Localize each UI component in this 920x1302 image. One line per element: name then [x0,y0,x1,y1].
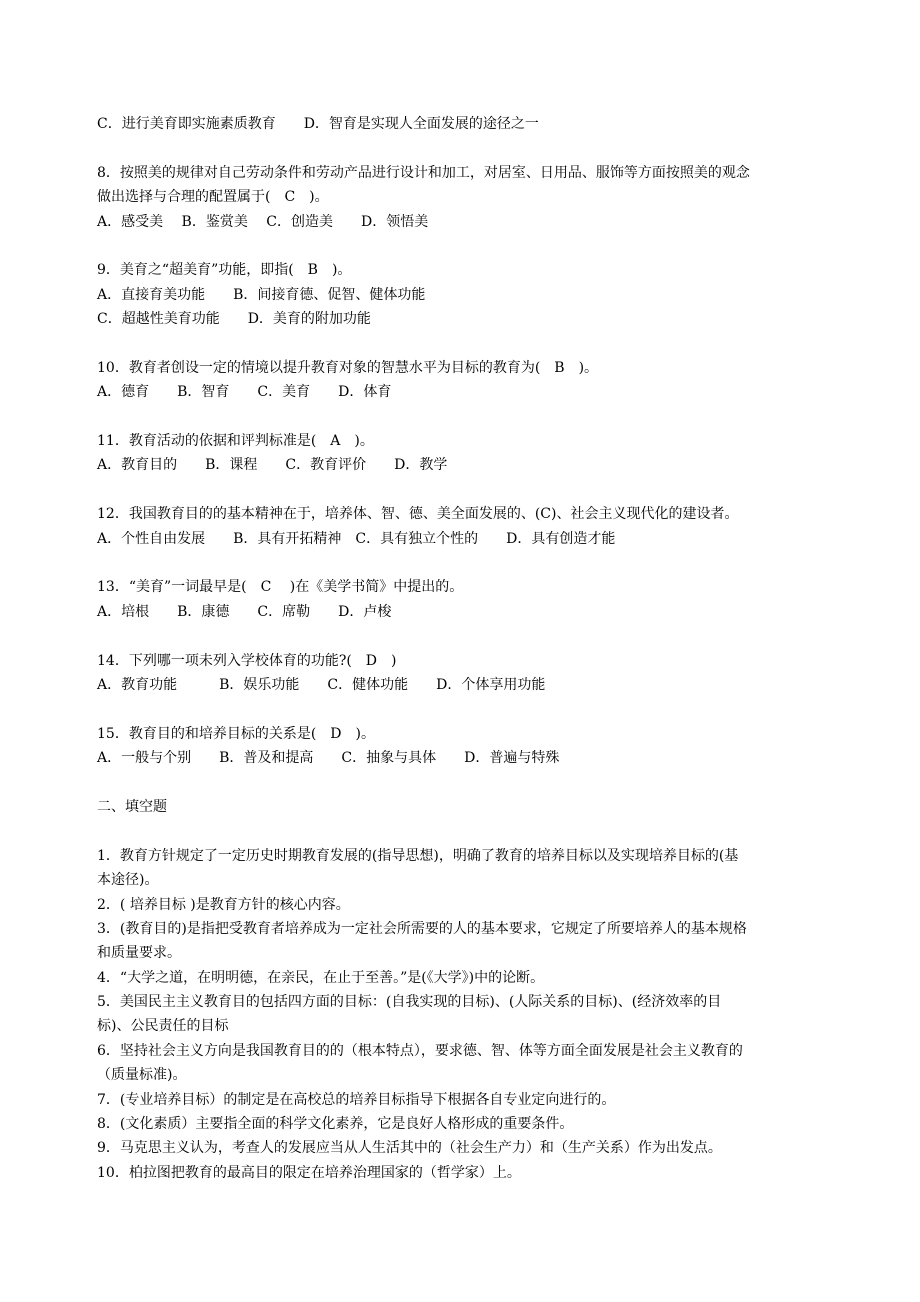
blank-line [97,478,853,502]
blank-line [97,405,853,429]
fill-item-2: 2．( 培养目标 )是教育方针的核心内容。 [97,896,350,913]
section-heading: 二、填空题 [97,798,167,815]
question-13-options: A．培根 B．康德 C．席勒 D．卢梭 [97,603,392,620]
fill-item-3-line-2: 和质量要求。 [97,945,181,962]
document-page [97,112,853,1185]
fill-item-5-line-1: 5．美国民主主义教育目的包括四方面的目标：(自我实现的目标)、(人际关系的目标)、(经济效率的目 [97,994,722,1011]
blank-line [97,624,853,648]
question-11-options: A．教育目的 B．课程 C．教育评价 D．教学 [97,457,448,474]
question-14: 14．下列哪一项未列入学校体育的功能?( D ) [97,652,397,669]
question-12: 12．我国教育目的的基本精神在于，培养体、智、德、美全面发展的、(C)、社会主义现代化的建设者。 [97,506,739,523]
question-11: 11．教育活动的依据和评判标准是( A )。 [97,433,374,450]
blank-line [97,819,853,843]
fill-item-7: 7．(专业培养目标）的制定是在高校总的培养目标指导下根据各自专业定向进行的。 [97,1091,616,1108]
fill-item-1-line-1: 1．教育方针规定了一定历史时期教育发展的(指导思想)，明确了教育的培养目标以及实现培养目标的(基 [97,847,739,864]
question-10-options: A．德育 B．智育 C．美育 D．体育 [97,384,392,401]
fill-item-9: 9．马克思主义认为，考查人的发展应当从人生活其中的（社会生产力）和（生产关系）作为出发点。 [97,1140,722,1157]
question-8-line-1: 8．按照美的规律对自己劳动条件和劳动产品进行设计和加工，对居室、日用品、服饰等方面按照美的观念 [97,164,750,181]
question-14-options: A．教育功能 B．娱乐功能 C．健体功能 D．个体享用功能 [97,676,546,693]
question-15-options: A．一般与个别 B．普及和提高 C．抽象与具体 D．普遍与特殊 [97,750,560,767]
fill-item-10: 10．柏拉图把教育的最高目的限定在培养治理国家的（哲学家）上。 [97,1164,521,1181]
question-13: 13．“美育”一词最早是( C )在《美学书简》中提出的。 [97,579,464,596]
blank-line [97,697,853,721]
question-8-options: A．感受美 B．鉴赏美 C．创造美 D．领悟美 [97,213,429,230]
fill-item-6-line-2: （质量标准)。 [97,1067,187,1084]
blank-line [97,234,853,258]
question-8-line-2: 做出选择与合理的配置属于( C )。 [97,189,329,206]
fill-item-4: 4．“大学之道，在明明德，在亲民，在止于至善。”是(《大学》)中的论断。 [97,969,545,986]
fill-item-1-line-2: 本途径)。 [97,872,159,889]
question-15: 15．教育目的和培养目标的关系是( D )。 [97,725,375,742]
text-line: C．进行美育即实施素质教育 D．智育是实现人全面发展的途径之一 [97,116,539,132]
fill-item-3-line-1: 3．(教育目的)是指把受教育者培养成为一定社会所需要的人的基本要求，它规定了所要培养人的基本规格 [97,920,747,937]
fill-item-8: 8．(文化素质）主要指全面的科学文化素养，它是良好人格形成的重要条件。 [97,1116,574,1133]
blank-line [97,551,853,575]
question-10: 10．教育者创设一定的情境以提升教育对象的智慧水平为目标的教育为( B )。 [97,359,599,376]
fill-item-5-line-2: 标)、公民责任的目标 [97,1018,229,1035]
blank-line [97,136,853,160]
question-9-options-2: C．超越性美育功能 D．美育的附加功能 [97,311,371,328]
blank-line [97,771,853,795]
question-12-options: A．个性自由发展 B．具有开拓精神 C．具有独立个性的 D．具有创造才能 [97,530,616,547]
question-9-options-1: A．直接育美功能 B．间接育德、促智、健体功能 [97,286,426,303]
blank-line [97,332,853,356]
question-9: 9．美育之“超美育”功能，即指( B )。 [97,262,352,279]
fill-item-6-line-1: 6．坚持社会主义方向是我国教育目的的（根本特点），要求德、智、体等方面全面发展是社会主义教育的 [97,1042,743,1059]
